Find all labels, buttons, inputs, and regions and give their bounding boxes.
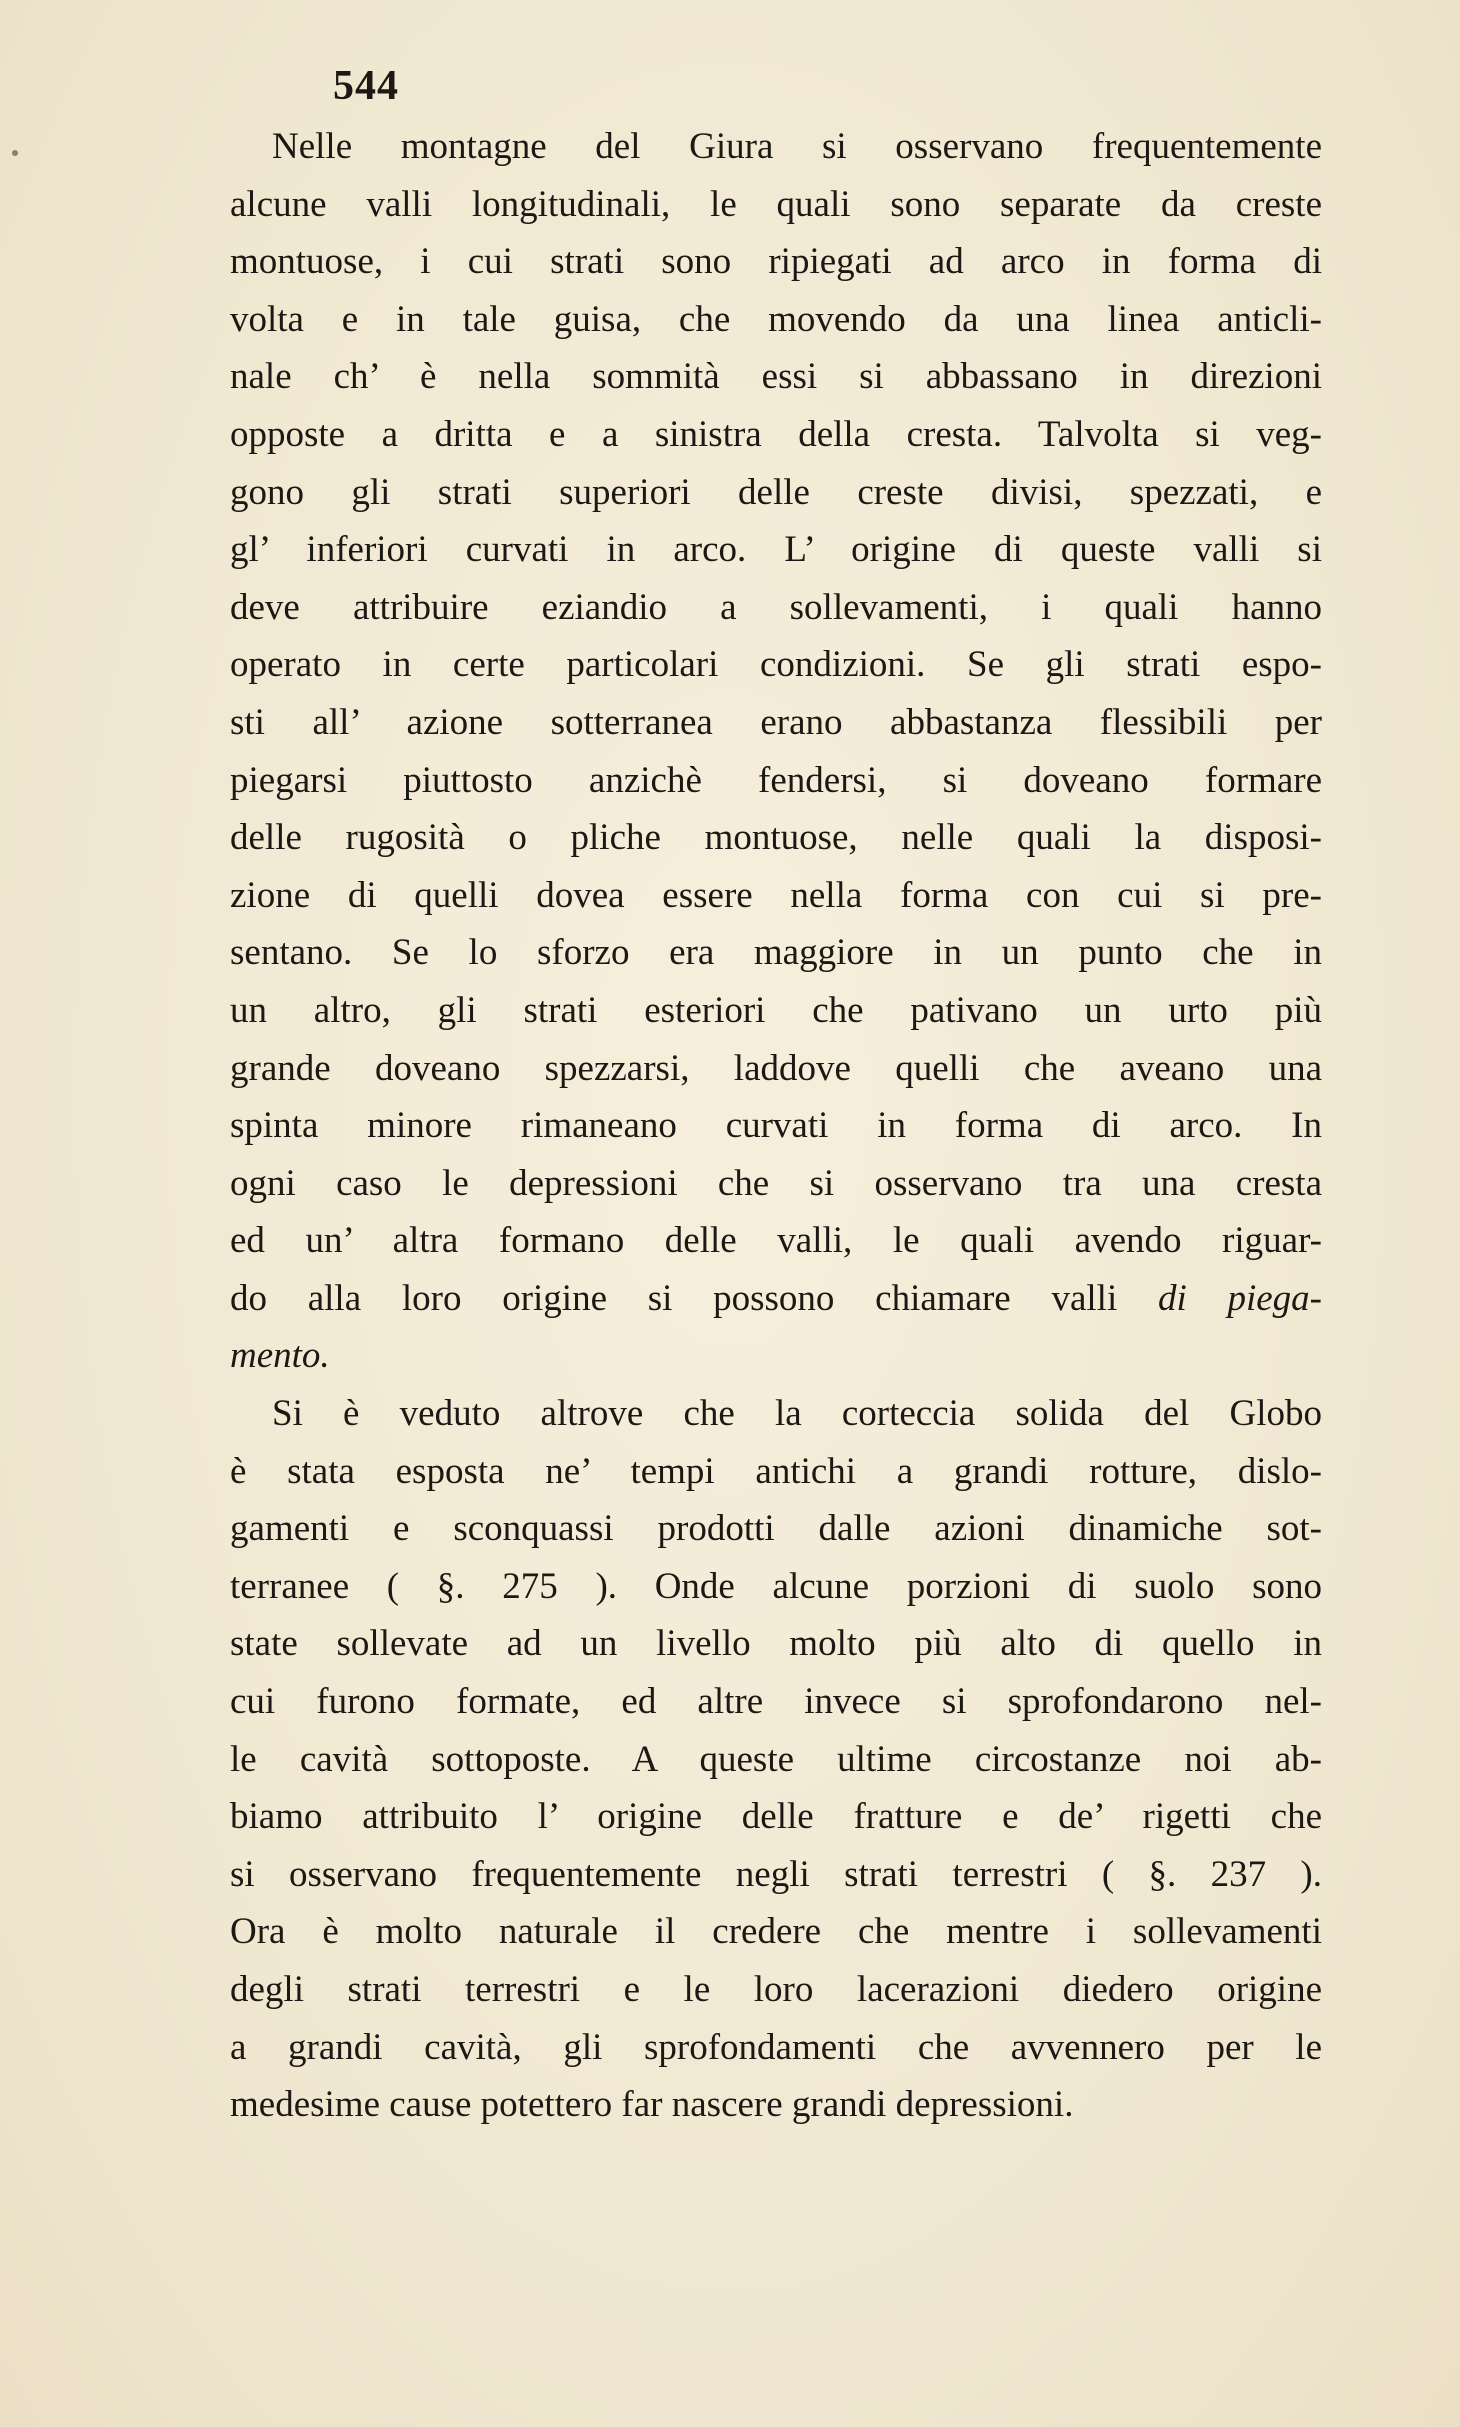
text-line: un altro, gli strati esteriori che pativano un urto più: [230, 989, 1322, 1031]
text-line: gono gli strati superiori delle creste divisi, spezzati, e: [230, 471, 1322, 513]
text-line: biamo attribuito l’ origine delle fratture e de’ rigetti che: [230, 1796, 1322, 1838]
text-line: grande doveano spezzarsi, laddove quelli che aveano una: [230, 1047, 1322, 1089]
text-line: le cavità sottoposte. A queste ultime circostanze noi ab-: [230, 1738, 1322, 1780]
text-line: medesime cause potettero far nascere grandi depressioni.: [230, 2084, 1074, 2126]
text-line: sentano. Se lo sforzo era maggiore in un punto che in: [230, 932, 1322, 974]
text-line: delle rugosità o pliche montuose, nelle quali la disposi-: [230, 817, 1322, 859]
page-number: 544: [333, 63, 399, 109]
margin-mark: [12, 150, 18, 156]
text-line: gamenti e sconquassi prodotti dalle azioni dinamiche sot-: [230, 1508, 1322, 1550]
text-line: Ora è molto naturale il credere che mentre i sollevamenti: [230, 1911, 1322, 1953]
text-line: a grandi cavità, gli sprofondamenti che avvennero per le: [230, 2026, 1322, 2068]
text-line: operato in certe particolari condizioni. Se gli strati espo-: [230, 644, 1322, 686]
text-line: volta e in tale guisa, che movendo da una linea anticli-: [230, 298, 1322, 340]
text-line: spinta minore rimaneano curvati in forma di arco. In: [230, 1105, 1322, 1147]
text-line: degli strati terrestri e le loro lacerazioni diedero origine: [230, 1969, 1322, 2010]
text-line: alcune valli longitudinali, le quali sono separate da creste: [230, 183, 1322, 225]
text-line: terranee ( §. 275 ). Onde alcune porzioni di suolo sono: [230, 1565, 1322, 1607]
text-line: cui furono formate, ed altre invece si sprofondarono nel-: [230, 1681, 1322, 1723]
text-line: Nelle montagne del Giura si osservano frequentemente: [272, 126, 1322, 167]
body-text: [230, 118, 1322, 2134]
text-fragment: do alla loro origine si possono chiamare valli: [230, 1277, 1118, 1319]
text-line: state sollevate ad un livello molto più alto di quello in: [230, 1623, 1322, 1665]
text-line: deve attribuire eziandio a sollevamenti, i quali hanno: [230, 586, 1322, 628]
text-line: sti all’ azione sotterranea erano abbastanza flessibili per: [230, 701, 1322, 743]
italic-term: mento.: [230, 1335, 330, 1377]
text-line: opposte a dritta e a sinistra della cresta. Talvolta si veg-: [230, 413, 1322, 455]
text-line: zione di quelli dovea essere nella forma con cui si pre-: [230, 874, 1322, 916]
text-line: ed un’ altra formano delle valli, le quali avendo riguar-: [230, 1220, 1322, 1262]
text-line: montuose, i cui strati sono ripiegati ad arco in forma di: [230, 241, 1322, 283]
text-line: è stata esposta ne’ tempi antichi a grandi rotture, dislo-: [230, 1450, 1322, 1492]
text-line: [230, 1327, 1322, 1385]
text-line: ogni caso le depressioni che si osservano tra una cresta: [230, 1162, 1322, 1204]
text-line-mixed: [230, 1270, 1322, 1328]
text-line: gl’ inferiori curvati in arco. L’ origine di queste valli si: [230, 529, 1322, 571]
italic-term: di piega-: [1157, 1277, 1322, 1319]
text-line: Si è veduto altrove che la corteccia solida del Globo: [272, 1393, 1322, 1435]
text-line: piegarsi piuttosto anzichè fendersi, si doveano formare: [230, 759, 1322, 801]
text-line: si osservano frequentemente negli strati terrestri ( §. 237 ).: [230, 1853, 1322, 1895]
text-line: nale ch’ è nella sommità essi si abbassano in direzioni: [230, 356, 1322, 398]
